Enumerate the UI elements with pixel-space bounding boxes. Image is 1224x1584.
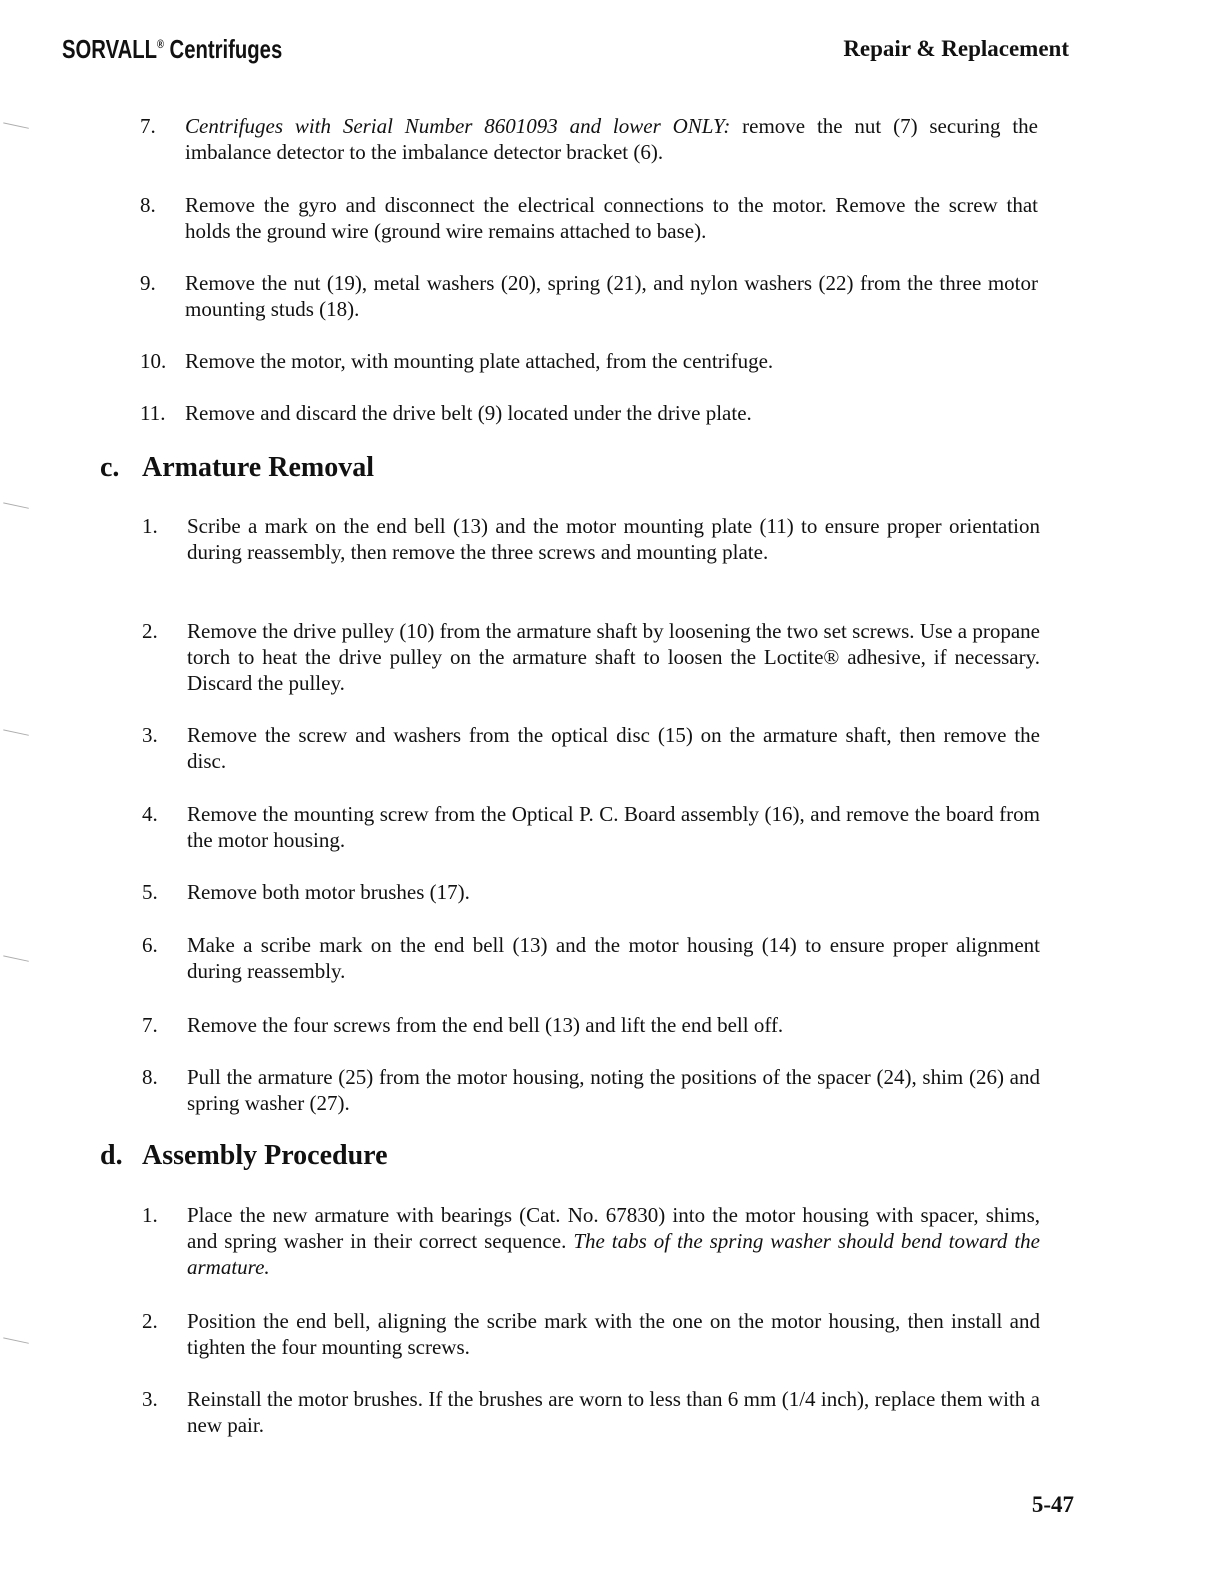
step-text: Remove the nut (19), metal washers (20), spring (21), and nylon washers (22) from the three motor mounting studs (18). <box>185 271 1038 321</box>
step-text-rest: remove the nut (7) securing the imbalance detector to the imbalance detector bracket (6). <box>185 114 1038 164</box>
step-text: Position the end bell, aligning the scribe mark with the one on the motor housing, then install and tighten the four mounting screws. <box>187 1309 1040 1359</box>
step-number: 6. <box>142 933 158 957</box>
registered-mark: ® <box>157 37 164 51</box>
section-letter: c. <box>100 452 120 483</box>
step-number: 1. <box>142 1203 158 1227</box>
step-text: Remove the mounting screw from the Optical P. C. Board assembly (16), and remove the board from the motor housing. <box>187 802 1040 852</box>
step-emphasis: The tabs of the spring washer should bend toward the armature. <box>187 1229 1040 1279</box>
step-text <box>185 113 1038 165</box>
step-text <box>187 1202 1040 1280</box>
margin-mark <box>1 955 29 971</box>
step-number: 3. <box>142 723 158 747</box>
margin-mark <box>1 729 29 745</box>
margin-mark <box>1 1337 29 1353</box>
step-number: 4. <box>142 802 158 826</box>
step-number: 1. <box>142 514 158 538</box>
step-text: Make a scribe mark on the end bell (13) and the motor housing (14) to ensure proper alignment during reassembly. <box>187 933 1040 983</box>
step-text: Remove the drive pulley (10) from the armature shaft by loosening the two set screws. Use a propane torch to heat the drive pulley on the armature shaft to loosen the Loctite® adhesive, if necessary. Discard the pulley. <box>187 619 1040 695</box>
step-number: 2. <box>142 1309 158 1333</box>
step-number: 7. <box>140 114 156 138</box>
header-brand <box>62 34 282 65</box>
margin-mark <box>1 502 29 518</box>
brand-name: SORVALL <box>62 34 158 64</box>
step-text: Remove and discard the drive belt (9) located under the drive plate. <box>185 401 752 425</box>
step-number: 8. <box>140 193 156 217</box>
step-text: Remove the motor, with mounting plate attached, from the centrifuge. <box>185 349 774 373</box>
margin-mark <box>1 122 29 138</box>
section-letter: d. <box>100 1140 123 1171</box>
step-number: 5. <box>142 880 158 904</box>
section-title: Armature Removal <box>142 452 374 483</box>
step-text: Remove the gyro and disconnect the electrical connections to the motor. Remove the screw that holds the ground wire (ground wire remains attached to base). <box>185 193 1038 243</box>
section-heading-assembly-procedure <box>100 1140 388 1172</box>
step-number: 7. <box>142 1013 158 1037</box>
step-text: Remove the screw and washers from the optical disc (15) on the armature shaft, then remove the disc. <box>187 723 1040 773</box>
step-number: 11. <box>140 401 166 425</box>
page-number: 5-47 <box>1031 1492 1074 1517</box>
step-text: Remove both motor brushes (17). <box>187 880 470 904</box>
step-number: 10. <box>140 349 167 373</box>
step-text: Reinstall the motor brushes. If the brushes are worn to less than 6 mm (1/4 inch), replace them with a new pair. <box>187 1387 1040 1437</box>
step-text: Scribe a mark on the end bell (13) and the motor mounting plate (11) to ensure proper orientation during reassembly, then remove the three screws and mounting plate. <box>187 514 1040 564</box>
step-number: 3. <box>142 1387 158 1411</box>
step-text-main: Place the new armature with bearings (Cat. No. 67830) into the motor housing with spacer, shims, and spring washer in their correct sequence. <box>187 1203 1040 1253</box>
step-number: 2. <box>142 619 158 643</box>
step-text: Remove the four screws from the end bell (13) and lift the end bell off. <box>187 1013 784 1037</box>
step-emphasis: Centrifuges with Serial Number 8601093 and lower ONLY: <box>185 114 731 138</box>
step-number: 8. <box>142 1065 158 1089</box>
step-number: 9. <box>140 271 156 295</box>
header-section-title: Repair & Replacement <box>843 36 1069 61</box>
section-title: Assembly Procedure <box>142 1140 388 1171</box>
section-heading-armature-removal <box>100 452 374 484</box>
step-text: Pull the armature (25) from the motor housing, noting the positions of the spacer (24), shim (26) and spring washer (27). <box>187 1065 1040 1115</box>
brand-product: Centrifuges <box>163 34 283 64</box>
